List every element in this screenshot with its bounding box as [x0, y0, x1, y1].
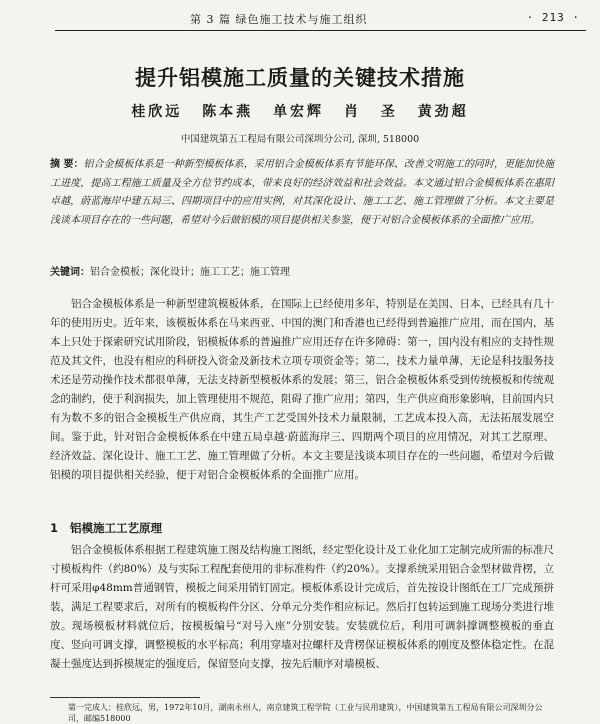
- running-head: [190, 10, 580, 28]
- section-number: 1: [50, 521, 59, 535]
- affiliation: 中国建筑第五工程局有限公司深圳分公司, 深圳, 518000: [180, 134, 420, 145]
- intro-paragraph: 铝合金模板体系是一种新型建筑模板体系，在国际上已经使用多年，特别是在美国、日本，已经具有几十年的使用历史。近年来，该模板体系在马来西亚、中国的澳门和香港也已经得到普遍推广应用，而在国内，基本上只处于探索研究试用阶段，铝模板体系的普遍推广应用还存在许多障碍：第一，国内没有相应的支持性规范及其文件，也没有相应的科研投入资金及新技术立项专项资金等；第二，技术力量单薄，无论是科技服务技术还是劳动操作技术都很单薄，无法支持新型模板体系的发展；第三，铝合金模板体系受到传统模板和传统观念的制约，使于利润损失，加上管理使用不规范，阻碍了推广应用；第四，生产供应商形象影响，目前国内只有为数不多的铝合金模板生产供应商，其生产工艺受国外技术力量限制，工艺成本投入高，无法拓展发展空间。鉴于此，针对铝合金模板体系在中建五局卓越·蔚蓝海岸三、四期两个项目的应用情况，对其工艺原理、经济效益、深化设计、施工工艺、施工管理做了分析。本文主要是浅谈本项目存在的一些问题，希望对今后做铝模的项目提供相关经验，便于对铝合金模板体系的全面推广应用。: [50, 298, 554, 481]
- section-title: 铝模施工工艺原理: [70, 521, 163, 535]
- section-paragraph: 铝合金模板体系根据工程建筑施工图及结构施工图纸，经定型化设计及工业化加工定制完成所需的标准尺寸模板构件（约80%）及与实际工程配套使用的非标准构件（约20%）。支撑系统采用铝合金型材做背楞，立杆可采用φ48mm普通钢管，模板之间采用销钉固定。模板体系设计完成后，首先按设计图纸在工厂完成预拼装，满足工程要求后，对所有的模板构件分区、分单元分类作相应标记。然后打包转运到施工现场分类进行堆放。现场模板材料就位后，按模板编号“对号入座”分别安装。安装就位后，利用可调斜撑调整模板的垂直度、竖向可调支撑，调整模板的水平标高；利用穿墙对拉螺杆及背楞保证模板体系的刚度及整体稳定性。在混凝土强度达到拆模规定的强度后，保留竖向支撑，按先后顺序对墙模板、: [50, 544, 554, 670]
- abstract-label: 摘 要：: [50, 159, 84, 170]
- keywords-label: 关键词：: [50, 267, 90, 278]
- keywords: [50, 264, 554, 282]
- page-number: · 213 ·: [526, 11, 580, 24]
- paper-title: 提升铝模施工质量的关键技术措施: [135, 66, 465, 90]
- footnote: 第一完成人：桂欣远，男，1972年10月，湖南永州人，南京建筑工程学院（工业与民用建筑），中国建筑第五工程局有限公司深圳分公司，邮编518000: [68, 703, 543, 723]
- section-heading: [50, 520, 554, 536]
- footnote-rule: [50, 697, 200, 698]
- header-rule: [55, 30, 586, 31]
- keywords-text: 铝合金模板；深化设计；施工工艺；施工管理: [90, 267, 290, 278]
- abstract: [50, 156, 554, 230]
- author: 黄劲超: [417, 104, 469, 120]
- abstract-text: 铝合金模板体系是一种新型模板体系，采用铝合金模板体系有节能环保、改善文明施工的同时，更能加快施工进度，提高工程施工质量及全方位节约成本，带来良好的经济效益和社会效益。本文通过铝合金模板体系在惠阳卓越，蔚蓝海岸中建五局三、四期项目中的应用实例，对其深化设计、施工工艺、施工管理做了分析。本文主要是浅谈本项目存在的一些问题，希望对今后做铝模的项目提供相关参鉴，便于对铝合金模板体系的全面推广应用。: [50, 159, 555, 226]
- author: 单宏辉: [273, 104, 325, 120]
- author: 陈本燕: [202, 104, 254, 120]
- author: 肖 圣: [343, 104, 398, 120]
- author: 桂欣远: [131, 104, 183, 120]
- author-list: [0, 101, 600, 121]
- running-head-section: 第 3 篇 绿色施工技术与施工组织: [190, 13, 368, 26]
